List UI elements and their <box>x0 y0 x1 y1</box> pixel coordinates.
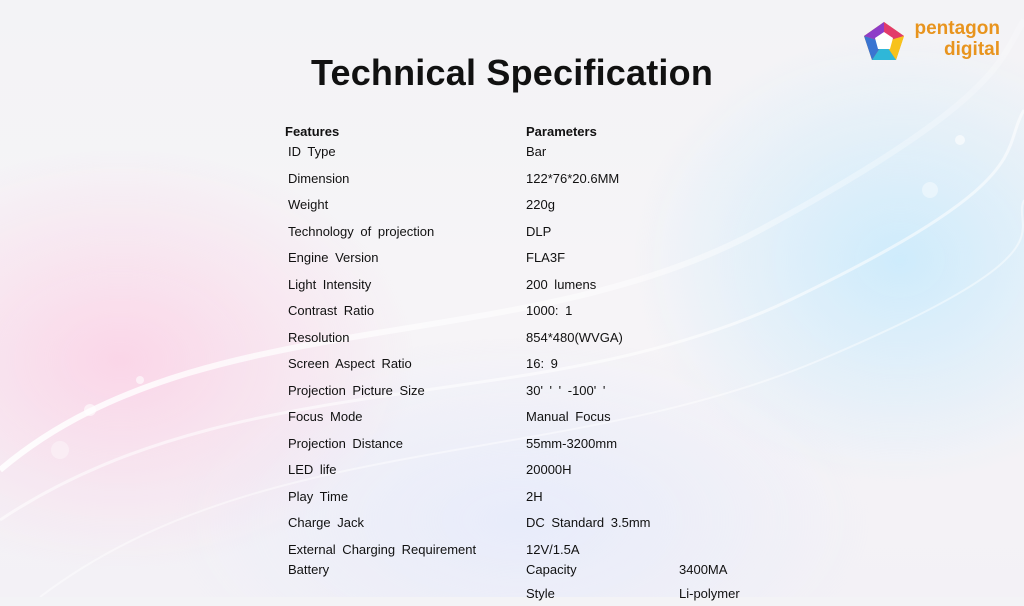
logo-line-2: digital <box>944 39 1000 60</box>
feature-cell: Light Intensity <box>288 276 372 292</box>
value-cell: FLA3F <box>526 250 566 265</box>
table-row <box>285 303 765 323</box>
value-cell: 854*480(WVGA) <box>526 329 623 345</box>
table-row <box>285 356 765 376</box>
value-cell: 1000: 1 <box>526 303 573 318</box>
feature-cell: Projection Picture Size <box>288 382 425 398</box>
battery-sub-value: Li-polymer <box>679 586 740 601</box>
value-cell: 200 lumens <box>526 276 597 292</box>
feature-cell: Dimension <box>288 170 350 186</box>
value-cell: 2H <box>526 488 543 504</box>
table-row <box>285 542 765 562</box>
feature-cell: External Charging Requirement <box>288 541 477 557</box>
table-row <box>285 144 765 164</box>
feature-cell: Contrast Ratio <box>288 303 375 318</box>
value-cell: Manual Focus <box>526 409 611 424</box>
table-row <box>285 515 765 535</box>
table-row <box>285 409 765 429</box>
table-row <box>285 277 765 297</box>
feature-cell: Screen Aspect Ratio <box>288 356 412 371</box>
feature-cell: Focus Mode <box>288 409 363 424</box>
value-cell: DC Standard 3.5mm <box>526 515 651 530</box>
header-parameters: Parameters <box>526 124 597 139</box>
battery-row <box>285 586 765 606</box>
table-row <box>285 436 765 456</box>
table-row <box>285 224 765 244</box>
battery-sub-value: 3400MA <box>679 561 728 577</box>
value-cell: Bar <box>526 144 547 159</box>
feature-cell: Battery <box>288 561 330 577</box>
page-title: Technical Specification <box>310 52 714 93</box>
value-cell: 220g <box>526 197 555 212</box>
feature-cell: ID Type <box>288 144 336 159</box>
table-row <box>285 330 765 350</box>
logo-line-1: pentagon <box>914 18 1000 39</box>
feature-cell: Resolution <box>288 329 350 345</box>
feature-cell: Charge Jack <box>288 515 364 530</box>
table-row <box>285 197 765 217</box>
battery-sub-label: Style <box>526 586 555 601</box>
feature-cell: Projection Distance <box>288 435 403 451</box>
value-cell: 20000H <box>526 462 572 477</box>
table-row <box>285 250 765 270</box>
feature-cell: Play Time <box>288 488 349 504</box>
header-features: Features <box>285 124 340 139</box>
value-cell: DLP <box>526 223 552 239</box>
table-row <box>285 462 765 482</box>
feature-cell: Engine Version <box>288 250 379 265</box>
feature-cell: Technology of projection <box>288 223 435 239</box>
value-cell: 30' ' ' -100' ' <box>526 382 606 398</box>
feature-cell: Weight <box>288 197 329 212</box>
table-row <box>285 383 765 403</box>
value-cell: 122*76*20.6MM <box>526 170 620 186</box>
feature-cell: LED life <box>288 462 337 477</box>
value-cell: 12V/1.5A <box>526 541 580 557</box>
battery-sub-label: Capacity <box>526 561 577 577</box>
table-row <box>285 171 765 191</box>
table-row <box>285 489 765 509</box>
battery-row <box>285 562 765 582</box>
value-cell: 16: 9 <box>526 356 558 371</box>
value-cell: 55mm-3200mm <box>526 435 618 451</box>
